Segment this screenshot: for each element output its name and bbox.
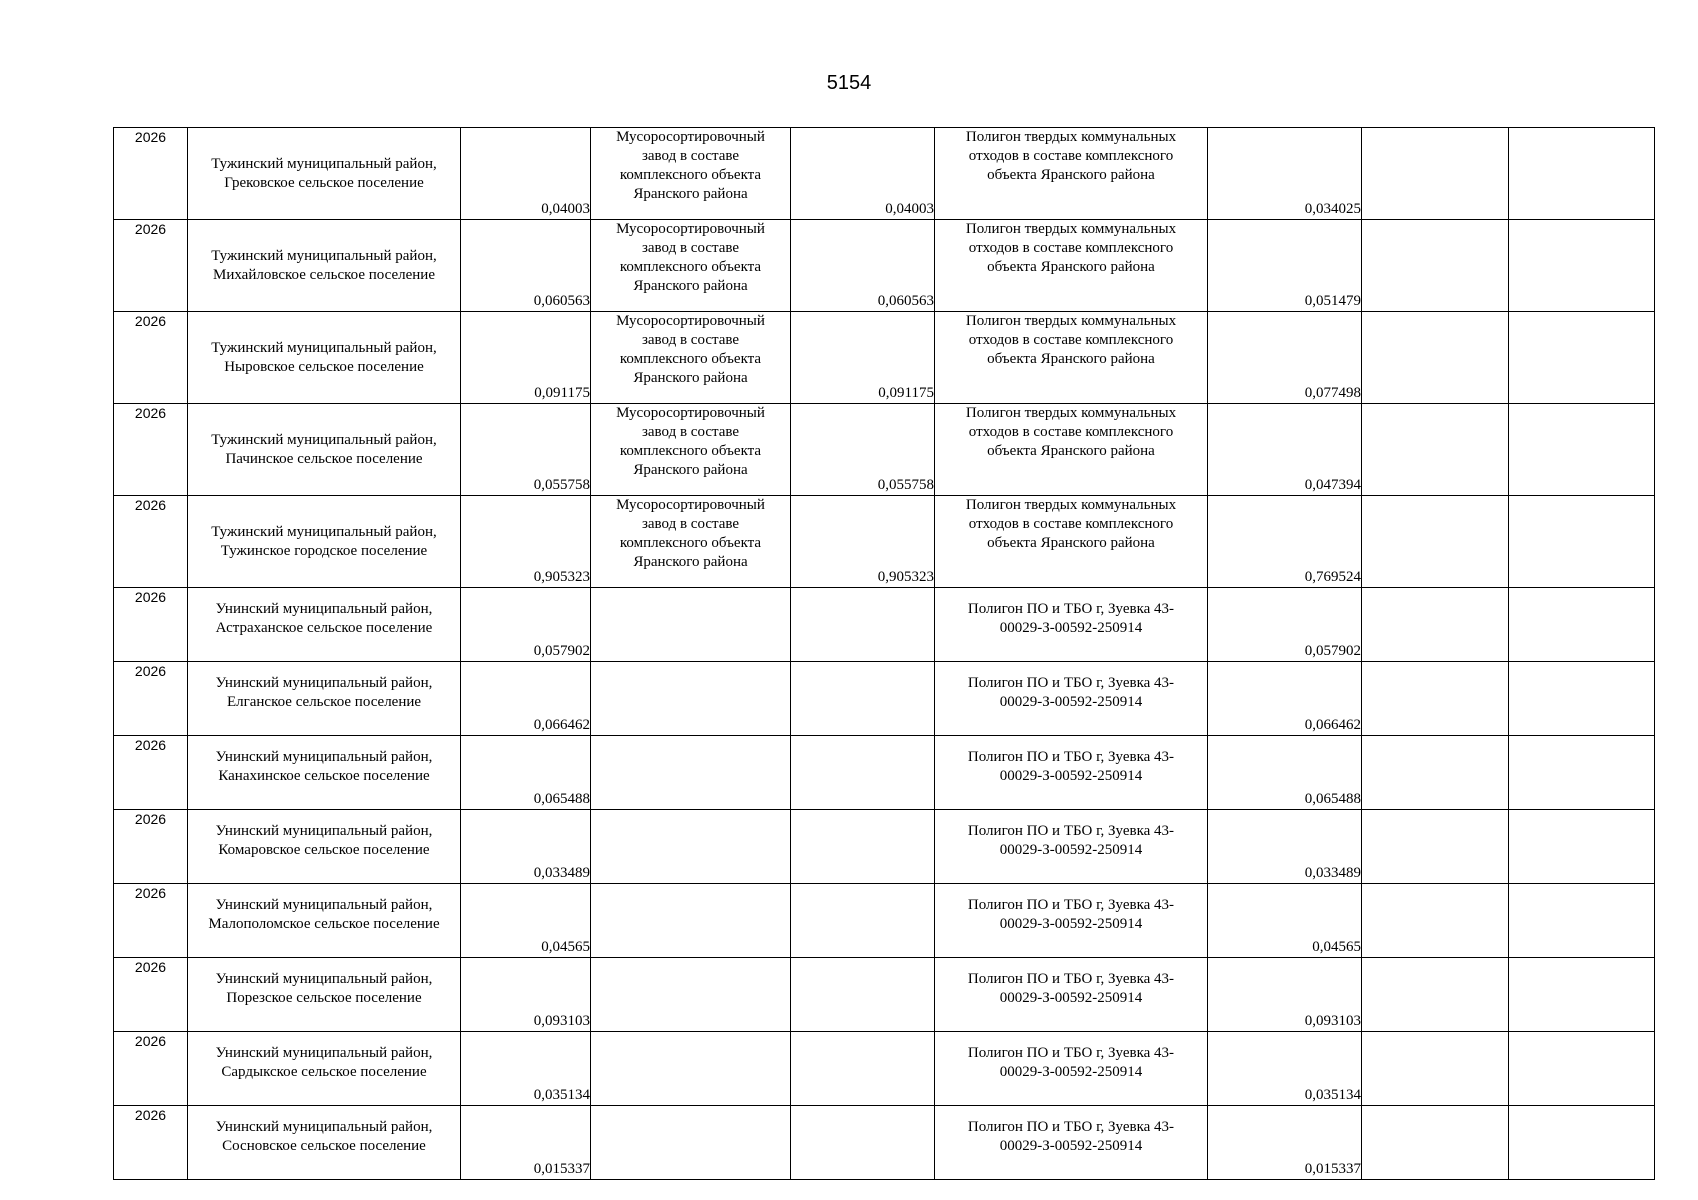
- municipality-cell: [188, 312, 461, 404]
- municipality-settlement: Сосновское сельское поселение: [222, 1138, 426, 1154]
- waste-flow-table: [113, 127, 1655, 1180]
- municipality-district: Тужинский муниципальный район,: [211, 339, 437, 356]
- municipality-cell: [188, 588, 461, 662]
- volume-cell: 0,065488: [461, 736, 591, 810]
- volume-cell: 0,091175: [461, 312, 591, 404]
- facility-line: Яранского района: [633, 370, 748, 386]
- municipality-district: Тужинский муниципальный район,: [211, 431, 437, 448]
- empty-cell: [791, 662, 935, 736]
- site-line: 00029-З-00592-250914: [999, 990, 1143, 1006]
- municipality-settlement: Елганское сельское поселение: [226, 694, 422, 710]
- empty-cell: [1509, 404, 1655, 496]
- municipality-cell: [188, 736, 461, 810]
- table-row: [114, 128, 1655, 220]
- table-row: [114, 810, 1655, 884]
- site-line: отходов в составе комплексного: [968, 240, 1174, 256]
- municipality-district: Унинский муниципальный район,: [215, 601, 433, 617]
- volume-cell: 0,04003: [461, 128, 591, 220]
- empty-cell: [591, 1106, 791, 1180]
- facility-line: Яранского района: [633, 278, 748, 294]
- facility-cell: [591, 312, 791, 404]
- municipality-settlement: Тужинское городское поселение: [220, 542, 428, 559]
- site-line: 00029-З-00592-250914: [999, 768, 1143, 784]
- facility-line: Мусоросортировочный: [616, 313, 765, 329]
- empty-cell: [1509, 958, 1655, 1032]
- empty-cell: [791, 958, 935, 1032]
- year-cell: 2026: [114, 128, 188, 220]
- year-cell: 2026: [114, 884, 188, 958]
- disposal-site-cell: [935, 958, 1208, 1032]
- facility-line: Яранского района: [633, 186, 748, 202]
- volume-cell: 0,066462: [461, 662, 591, 736]
- disposal-volume-cell: 0,065488: [1208, 736, 1362, 810]
- facility-line: комплексного объекта: [619, 351, 762, 367]
- disposal-site-cell: [935, 128, 1208, 220]
- facility-line: комплексного объекта: [619, 535, 762, 551]
- site-line: 00029-З-00592-250914: [999, 842, 1143, 858]
- site-line: 00029-З-00592-250914: [999, 694, 1143, 710]
- volume-cell: 0,04565: [461, 884, 591, 958]
- table-row: [114, 312, 1655, 404]
- municipality-district: Унинский муниципальный район,: [215, 971, 433, 987]
- facility-volume-cell: 0,091175: [791, 312, 935, 404]
- municipality-cell: [188, 662, 461, 736]
- empty-cell: [791, 884, 935, 958]
- facility-line: завод в составе: [641, 240, 740, 256]
- facility-line: комплексного объекта: [619, 443, 762, 459]
- site-line: Полигон ПО и ТБО г, Зуевка 43-: [967, 749, 1175, 765]
- volume-cell: 0,057902: [461, 588, 591, 662]
- facility-line: завод в составе: [641, 332, 740, 348]
- facility-line: Яранского района: [633, 554, 748, 570]
- facility-cell: [591, 220, 791, 312]
- empty-cell: [1362, 1032, 1509, 1106]
- facility-line: Мусоросортировочный: [616, 405, 765, 421]
- disposal-volume-cell: 0,04565: [1208, 884, 1362, 958]
- facility-line: завод в составе: [641, 148, 740, 164]
- municipality-district: Унинский муниципальный район,: [215, 749, 433, 765]
- empty-cell: [1362, 1106, 1509, 1180]
- municipality-district: Тужинский муниципальный район,: [211, 155, 437, 172]
- site-line: отходов в составе комплексного: [968, 148, 1174, 164]
- volume-cell: 0,060563: [461, 220, 591, 312]
- empty-cell: [1509, 588, 1655, 662]
- disposal-volume-cell: 0,769524: [1208, 496, 1362, 588]
- site-line: отходов в составе комплексного: [968, 516, 1174, 532]
- facility-cell: [591, 496, 791, 588]
- municipality-settlement: Порезское сельское поселение: [226, 990, 422, 1006]
- site-line: объекта Яранского района: [987, 443, 1155, 459]
- table-row: [114, 884, 1655, 958]
- facility-line: завод в составе: [641, 516, 740, 532]
- empty-cell: [1362, 404, 1509, 496]
- disposal-volume-cell: 0,034025: [1208, 128, 1362, 220]
- disposal-volume-cell: 0,015337: [1208, 1106, 1362, 1180]
- municipality-cell: [188, 1106, 461, 1180]
- empty-cell: [1362, 496, 1509, 588]
- disposal-site-cell: [935, 736, 1208, 810]
- empty-cell: [1509, 1106, 1655, 1180]
- site-line: отходов в составе комплексного: [968, 424, 1174, 440]
- municipality-cell: [188, 1032, 461, 1106]
- municipality-cell: [188, 958, 461, 1032]
- site-line: Полигон твердых коммунальных: [965, 405, 1177, 421]
- municipality-district: Унинский муниципальный район,: [215, 675, 433, 691]
- empty-cell: [1509, 220, 1655, 312]
- facility-line: комплексного объекта: [619, 167, 762, 183]
- municipality-cell: [188, 810, 461, 884]
- site-line: Полигон ПО и ТБО г, Зуевка 43-: [967, 971, 1175, 987]
- empty-cell: [1362, 312, 1509, 404]
- year-cell: 2026: [114, 1032, 188, 1106]
- empty-cell: [591, 588, 791, 662]
- empty-cell: [1509, 312, 1655, 404]
- municipality-settlement: Канахинское сельское поселение: [218, 768, 430, 784]
- site-line: объекта Яранского района: [987, 535, 1155, 551]
- empty-cell: [591, 662, 791, 736]
- disposal-site-cell: [935, 662, 1208, 736]
- municipality-settlement: Малополомское сельское поселение: [208, 916, 440, 932]
- site-line: 00029-З-00592-250914: [999, 916, 1143, 932]
- empty-cell: [591, 736, 791, 810]
- empty-cell: [591, 1032, 791, 1106]
- municipality-cell: [188, 220, 461, 312]
- municipality-settlement: Пачинское сельское поселение: [225, 450, 423, 467]
- municipality-settlement: Сардыкское сельское поселение: [221, 1064, 427, 1080]
- municipality-settlement: Ныровское сельское поселение: [224, 358, 424, 375]
- empty-cell: [791, 1032, 935, 1106]
- municipality-district: Унинский муниципальный район,: [215, 823, 433, 839]
- site-line: 00029-З-00592-250914: [999, 1138, 1143, 1154]
- year-cell: 2026: [114, 662, 188, 736]
- site-line: отходов в составе комплексного: [968, 332, 1174, 348]
- facility-line: завод в составе: [641, 424, 740, 440]
- site-line: объекта Яранского района: [987, 259, 1155, 275]
- table-row: [114, 496, 1655, 588]
- disposal-site-cell: [935, 884, 1208, 958]
- empty-cell: [791, 1106, 935, 1180]
- disposal-volume-cell: 0,051479: [1208, 220, 1362, 312]
- municipality-settlement: Грековское сельское поселение: [224, 174, 424, 191]
- disposal-site-cell: [935, 588, 1208, 662]
- empty-cell: [1362, 958, 1509, 1032]
- empty-cell: [1362, 588, 1509, 662]
- page-number: 5154: [826, 72, 872, 94]
- site-line: объекта Яранского района: [987, 351, 1155, 367]
- year-cell: 2026: [114, 736, 188, 810]
- facility-cell: [591, 404, 791, 496]
- facility-volume-cell: 0,060563: [791, 220, 935, 312]
- municipality-cell: [188, 496, 461, 588]
- disposal-volume-cell: 0,066462: [1208, 662, 1362, 736]
- site-line: 00029-З-00592-250914: [999, 620, 1143, 636]
- year-cell: 2026: [114, 404, 188, 496]
- empty-cell: [1509, 810, 1655, 884]
- site-line: Полигон твердых коммунальных: [965, 497, 1177, 513]
- disposal-volume-cell: 0,093103: [1208, 958, 1362, 1032]
- volume-cell: 0,033489: [461, 810, 591, 884]
- disposal-volume-cell: 0,033489: [1208, 810, 1362, 884]
- empty-cell: [1509, 1032, 1655, 1106]
- table-row: [114, 662, 1655, 736]
- empty-cell: [1362, 884, 1509, 958]
- empty-cell: [1362, 128, 1509, 220]
- year-cell: 2026: [114, 958, 188, 1032]
- facility-line: Мусоросортировочный: [616, 221, 765, 237]
- empty-cell: [791, 588, 935, 662]
- site-line: Полигон твердых коммунальных: [965, 221, 1177, 237]
- table-row: [114, 1106, 1655, 1180]
- empty-cell: [1509, 496, 1655, 588]
- site-line: Полигон твердых коммунальных: [965, 313, 1177, 329]
- empty-cell: [591, 958, 791, 1032]
- volume-cell: 0,093103: [461, 958, 591, 1032]
- site-line: объекта Яранского района: [987, 167, 1155, 183]
- municipality-settlement: Комаровское сельское поселение: [218, 842, 430, 858]
- empty-cell: [1509, 662, 1655, 736]
- table-row: [114, 958, 1655, 1032]
- table-row: [114, 220, 1655, 312]
- disposal-site-cell: [935, 220, 1208, 312]
- table-row: [114, 736, 1655, 810]
- empty-cell: [1509, 128, 1655, 220]
- disposal-volume-cell: 0,047394: [1208, 404, 1362, 496]
- disposal-site-cell: [935, 810, 1208, 884]
- disposal-volume-cell: 0,035134: [1208, 1032, 1362, 1106]
- volume-cell: 0,035134: [461, 1032, 591, 1106]
- site-line: 00029-З-00592-250914: [999, 1064, 1143, 1080]
- empty-cell: [1362, 810, 1509, 884]
- facility-line: Мусоросортировочный: [616, 497, 765, 513]
- table-row: [114, 588, 1655, 662]
- disposal-site-cell: [935, 496, 1208, 588]
- volume-cell: 0,905323: [461, 496, 591, 588]
- municipality-cell: [188, 884, 461, 958]
- facility-cell: [591, 128, 791, 220]
- disposal-site-cell: [935, 312, 1208, 404]
- site-line: Полигон твердых коммунальных: [965, 129, 1177, 145]
- facility-volume-cell: 0,04003: [791, 128, 935, 220]
- municipality-district: Тужинский муниципальный район,: [211, 523, 437, 540]
- site-line: Полигон ПО и ТБО г, Зуевка 43-: [967, 897, 1175, 913]
- municipality-cell: [188, 128, 461, 220]
- empty-cell: [1509, 884, 1655, 958]
- municipality-district: Унинский муниципальный район,: [215, 1045, 433, 1061]
- facility-volume-cell: 0,905323: [791, 496, 935, 588]
- table-row: [114, 1032, 1655, 1106]
- volume-cell: 0,015337: [461, 1106, 591, 1180]
- site-line: Полигон ПО и ТБО г, Зуевка 43-: [967, 601, 1175, 617]
- volume-cell: 0,055758: [461, 404, 591, 496]
- table-row: [114, 404, 1655, 496]
- disposal-site-cell: [935, 404, 1208, 496]
- facility-line: Мусоросортировочный: [616, 129, 765, 145]
- year-cell: 2026: [114, 810, 188, 884]
- year-cell: 2026: [114, 588, 188, 662]
- empty-cell: [591, 884, 791, 958]
- year-cell: 2026: [114, 496, 188, 588]
- year-cell: 2026: [114, 220, 188, 312]
- site-line: Полигон ПО и ТБО г, Зуевка 43-: [967, 1119, 1175, 1135]
- facility-line: Яранского района: [633, 462, 748, 478]
- site-line: Полигон ПО и ТБО г, Зуевка 43-: [967, 675, 1175, 691]
- disposal-site-cell: [935, 1032, 1208, 1106]
- year-cell: 2026: [114, 1106, 188, 1180]
- municipality-district: Унинский муниципальный район,: [215, 1119, 433, 1135]
- year-cell: 2026: [114, 312, 188, 404]
- disposal-site-cell: [935, 1106, 1208, 1180]
- empty-cell: [1362, 220, 1509, 312]
- disposal-volume-cell: 0,057902: [1208, 588, 1362, 662]
- facility-line: комплексного объекта: [619, 259, 762, 275]
- empty-cell: [1362, 736, 1509, 810]
- municipality-cell: [188, 404, 461, 496]
- municipality-settlement: Михайловское сельское поселение: [213, 266, 435, 283]
- municipality-district: Тужинский муниципальный район,: [211, 247, 437, 264]
- empty-cell: [791, 810, 935, 884]
- municipality-settlement: Астраханское сельское поселение: [215, 620, 433, 636]
- municipality-district: Унинский муниципальный район,: [215, 897, 433, 913]
- empty-cell: [591, 810, 791, 884]
- facility-volume-cell: 0,055758: [791, 404, 935, 496]
- site-line: Полигон ПО и ТБО г, Зуевка 43-: [967, 823, 1175, 839]
- empty-cell: [791, 736, 935, 810]
- disposal-volume-cell: 0,077498: [1208, 312, 1362, 404]
- empty-cell: [1509, 736, 1655, 810]
- empty-cell: [1362, 662, 1509, 736]
- site-line: Полигон ПО и ТБО г, Зуевка 43-: [967, 1045, 1175, 1061]
